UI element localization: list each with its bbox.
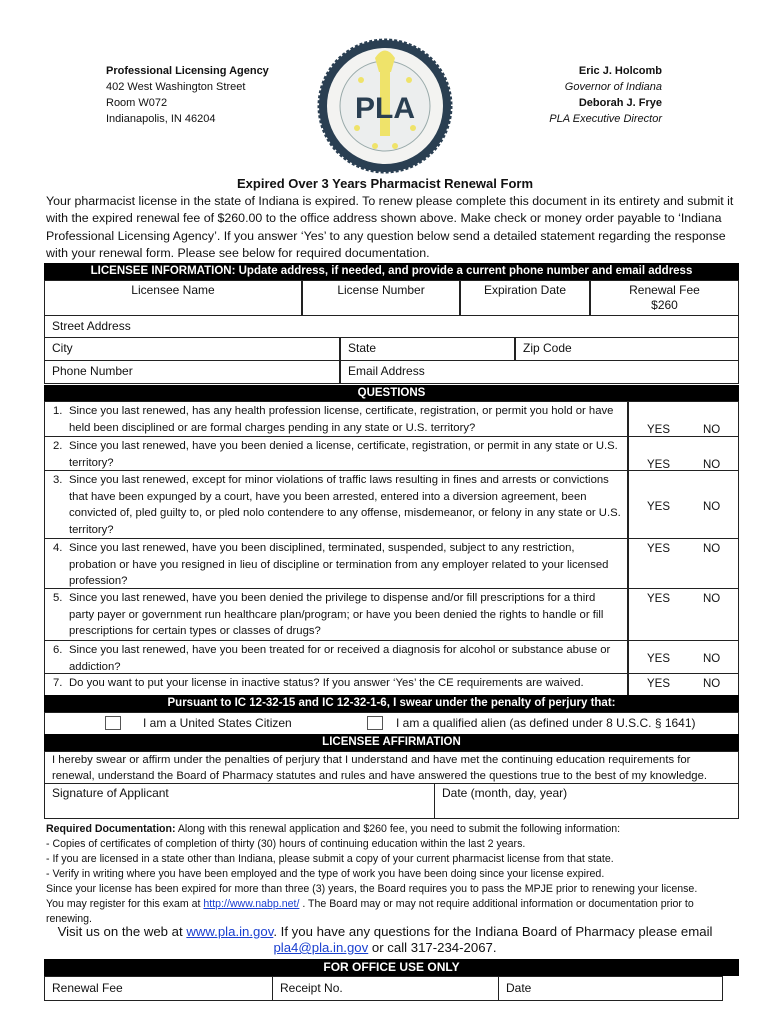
required-intro: Along with this renewal application and $260 fee, you need to submit the following information: [175,823,621,835]
street-address-field[interactable] [44,315,739,338]
form-title: Expired Over 3 Years Pharmacist Renewal Form [236,176,534,191]
qualified-alien-label: I am a qualified alien (as defined under 8 U.S.C. § 1641) [396,716,696,730]
qualified-alien-checkbox[interactable] [367,716,383,730]
question-text: Since you last renewed, have you been denied a license, certificate, registration, or permit in any state or U.S. territory? [69,440,618,469]
agency-name: Professional Licensing Agency [106,65,269,77]
yes-no-answer [628,588,739,641]
label: Phone Number [52,364,133,378]
no-option[interactable]: NO [703,424,721,436]
required-bullet: - Copies of certificates of completion of thirty (30) hours of continuing education within the last 2 years. [46,838,526,850]
required-bullet: - Verify in writing where you have been employed and the type of work you have been doing since your license expired. [46,868,605,880]
city-field[interactable] [44,337,340,361]
license-number-field[interactable] [302,280,460,316]
question-row [44,470,628,539]
yes-option[interactable]: YES [647,678,671,690]
question-text: Since you last renewed, has any health profession license, certificate, registration, or permit you hold or have held been disciplined or are formal charges pending in any state or U.S. territory? [69,405,614,434]
affirmation-text: I hereby swear or affirm under the penalties of perjury that I understand and have met the continuing education requirements for renewal, understand the Board of Pharmacy statutes and rules and have answered the questions true to the best of my knowledge. [44,751,739,784]
citizen-label: I am a United States Citizen [143,716,292,730]
question-row [44,640,628,674]
label: Email Address [348,364,425,378]
label: Renewal Fee [52,981,123,995]
agency-address [106,63,269,127]
contact-info [0,924,770,956]
citizen-checkbox[interactable] [105,716,121,730]
label: Date [506,981,532,995]
yes-no-answer [628,401,739,437]
yes-option[interactable]: YES [647,501,671,513]
questions-header: QUESTIONS [44,385,739,402]
question-number: 6. [53,644,63,656]
phone-number-field[interactable] [44,360,340,384]
fee-value: $260 [651,298,678,312]
intro-paragraph: Your pharmacist license in the state of Indiana is expired. To renew please complete this document in its entirety and submit it with the expired renewal fee of $260.00 to the office address shown above. Make check or money order payable to ‘Indiana Professional Licensing Agency’. If you answer ‘Yes’ to any question below send a detailed statement regarding the response with your renewal form. Please see below for required documentation. [46,194,734,260]
director-name: Deborah J. Frye [578,97,662,109]
address-line: Indianapolis, IN 46204 [106,113,216,125]
yes-option[interactable]: YES [647,459,671,471]
label: Signature of Applicant [52,786,169,800]
office-receipt-no [272,976,499,1001]
register-text: You may register for this exam at [46,898,204,910]
yes-option[interactable]: YES [647,543,671,555]
address-line: Room W072 [106,97,168,109]
label: Expiration Date [483,283,567,297]
question-row [44,673,628,696]
yes-no-answer [628,640,739,674]
visit-text: or call 317-234-2067. [368,940,497,955]
address-line: 402 West Washington Street [106,81,246,93]
question-text: Since you last renewed, except for minor violations of traffic laws resulting in fines and arrests or convictions that have been expunged by a court, have you been arrested, entered into a diversion agreement, been convicted of, pled guilty to, or pled nolo contendere to any offense, misdemeanor, or felony in any state or U.S. territory? [69,474,621,536]
question-number: 3. [53,474,63,486]
label: Receipt No. [280,981,343,995]
mpje-note: Since your license has been expired for more than three (3) years, the Board requires you to pass the MPJE prior to renewing your license. [46,883,698,895]
label: City [52,341,73,355]
governor-title: Governor of Indiana [564,81,662,93]
director-title: PLA Executive Director [549,113,662,125]
date-field[interactable] [434,783,739,819]
licensee-info-header: LICENSEE INFORMATION: Update address, if needed, and provide a current phone number and email address [44,263,739,280]
email-link[interactable]: pla4@pla.in.gov [273,940,369,955]
no-option[interactable]: NO [703,459,721,471]
label: Licensee Name [131,283,215,297]
yes-option[interactable]: YES [647,593,671,605]
email-address-field[interactable] [340,360,739,384]
required-bullet: - If you are licensed in a state other than Indiana, please submit a copy of your current pharmacist license from that state. [46,853,614,865]
label: Date (month, day, year) [442,786,568,800]
label: Zip Code [523,341,572,355]
office-use-header: FOR OFFICE USE ONLY [44,959,739,976]
question-text: Since you last renewed, have you been denied the privilege to dispense and/or fill prescriptions for a third party payer or government run healthcare plan/program; or have you been denied the rights to handle or fill prescriptions for certain types or classes of drugs? [69,592,604,637]
nabp-link[interactable]: http://www.nabp.net/ [203,898,300,910]
required-documentation [46,822,746,927]
question-row [44,588,628,641]
question-row [44,436,628,471]
perjury-header: Pursuant to IC 12-32-15 and IC 12-32-1-6, I swear under the penalty of perjury that: [44,695,739,712]
label: Street Address [52,319,131,333]
question-number: 2. [53,440,63,452]
label: License Number [337,283,425,297]
pla-website-link[interactable]: www.pla.in.gov [186,924,274,939]
officials [549,63,662,127]
question-row [44,538,628,589]
yes-no-answer [628,470,739,539]
pla-seal-logo [317,38,453,179]
no-option[interactable]: NO [703,593,721,605]
yes-no-answer [628,538,739,589]
visit-text: . If you have any questions for the Indiana Board of Pharmacy please email [273,924,713,939]
yes-option[interactable]: YES [647,653,671,665]
no-option[interactable]: NO [703,678,721,690]
yes-option[interactable]: YES [647,424,671,436]
svg-text:PLA: PLA [355,92,415,125]
question-text: Since you last renewed, have you been treated for or received a diagnosis for alcohol or substance abuse or addiction? [69,644,611,673]
question-row [44,401,628,437]
state-field[interactable] [340,337,515,361]
expiration-date-field[interactable] [460,280,590,316]
question-text: Since you last renewed, have you been disciplined, terminated, suspended, subject to any restriction, probation or have you resigned in lieu of discipline or termination from any employer related to your licensed profession? [69,542,609,587]
question-number: 5. [53,592,63,604]
yes-no-answer [628,436,739,471]
no-option[interactable]: NO [703,501,721,513]
office-renewal-fee [44,976,273,1001]
yes-no-answer [628,673,739,696]
label: State [348,341,377,355]
no-option[interactable]: NO [703,653,721,665]
governor-name: Eric J. Holcomb [578,65,662,77]
question-text: Do you want to put your license in inactive status? If you answer ‘Yes’ the CE requirements are waived. [69,677,584,689]
question-number: 7. [53,677,63,689]
zip-code-field[interactable] [515,337,739,361]
visit-text: Visit us on the web at [57,924,187,939]
no-option[interactable]: NO [703,543,721,555]
required-label: Required Documentation: [46,823,176,835]
question-number: 1. [53,405,63,417]
signature-field[interactable] [44,783,435,819]
affirmation-header: LICENSEE AFFIRMATION [44,734,739,751]
question-number: 4. [53,542,63,554]
label: Renewal Fee [629,283,700,297]
renewal-fee-cell [590,280,739,316]
register-text: . The Board may or may not require additional information or documentation prior to renewing. [46,898,694,925]
office-date [498,976,723,1001]
licensee-name-field[interactable] [44,280,302,316]
